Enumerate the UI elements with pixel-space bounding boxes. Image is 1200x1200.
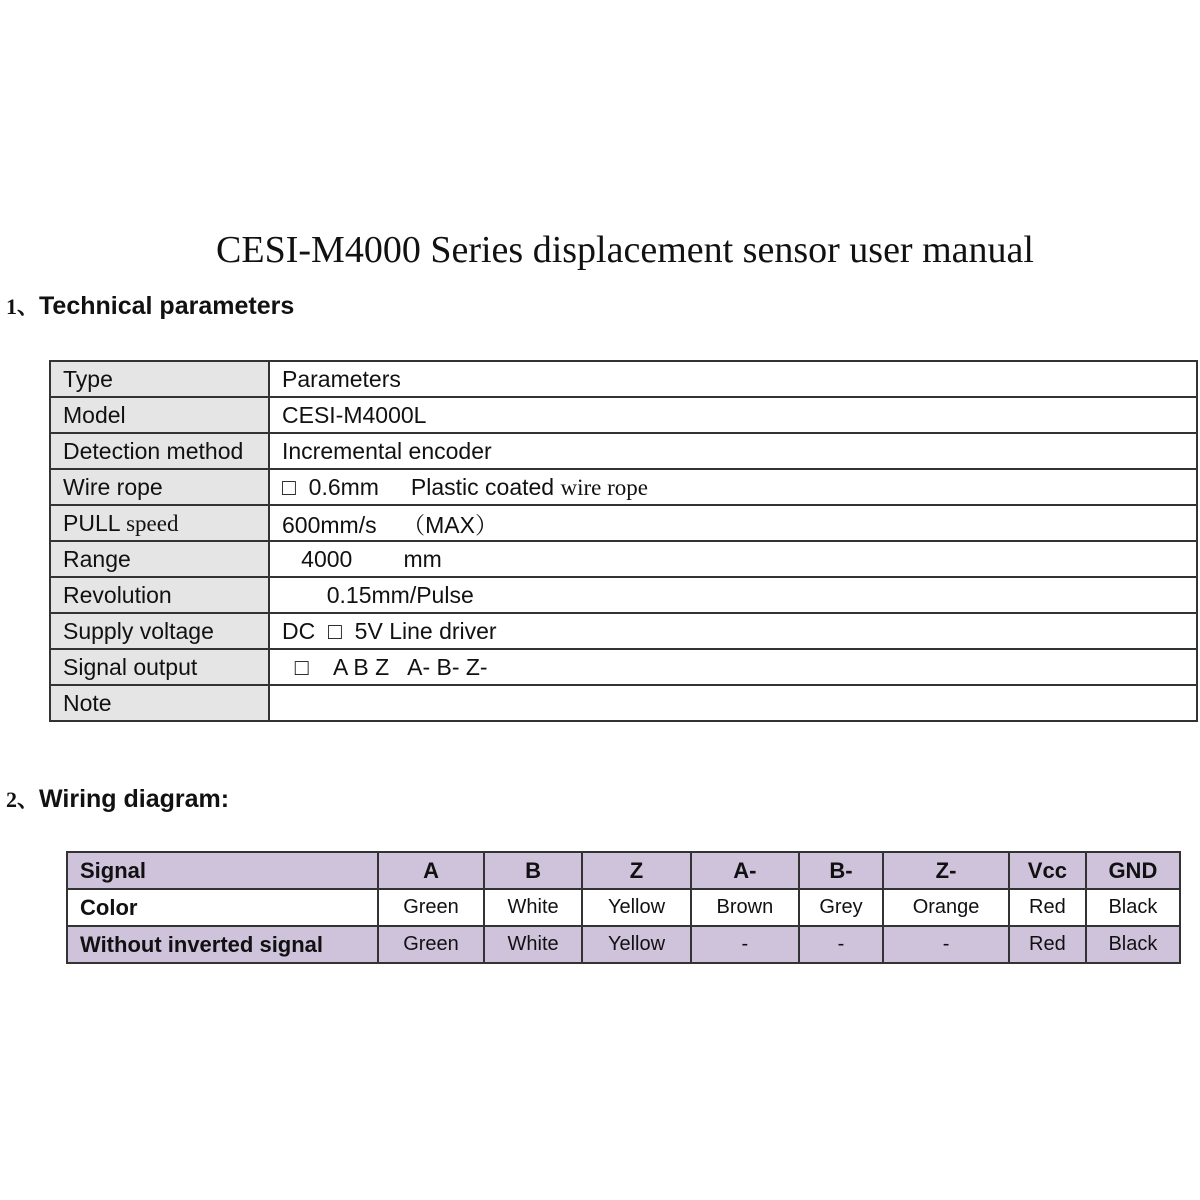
param-value-text: Incremental encoder [282,437,492,464]
param-key-text: Detection method [63,437,244,464]
param-key-text: Note [63,689,112,716]
param-key [50,649,269,685]
param-value [269,361,1197,397]
param-row [50,469,1197,505]
wiring-cell: Signal [67,852,378,889]
wiring-cell: Yellow [582,889,691,926]
param-key-text: Model [63,401,126,428]
param-key [50,541,269,577]
param-row [50,577,1197,613]
param-key-text: Wire rope [63,473,163,500]
param-value [269,505,1197,541]
wiring-cell: White [484,889,582,926]
param-row [50,649,1197,685]
technical-parameters-table [49,360,1198,722]
param-row [50,505,1197,541]
param-value-text: CESI-M4000L [282,401,427,428]
param-value [269,577,1197,613]
wiring-cell: Z- [883,852,1009,889]
wiring-row-header [67,852,1180,889]
param-row [50,397,1197,433]
wiring-table [66,851,1181,964]
param-row [50,361,1197,397]
wiring-row-color [67,889,1180,926]
wiring-cell: Z [582,852,691,889]
param-value-serif: wire rope [560,474,648,500]
wiring-cell: - [691,926,799,963]
param-value [269,685,1197,721]
param-value-text: 4000 mm [282,545,442,572]
param-key [50,613,269,649]
wiring-cell: Green [378,926,484,963]
wiring-cell: Without inverted signal [67,926,378,963]
param-key [50,685,269,721]
wiring-cell: Color [67,889,378,926]
param-value [269,469,1197,505]
section-technical-parameters [6,290,294,321]
wiring-cell: Green [378,889,484,926]
wiring-cell: GND [1086,852,1180,889]
wiring-cell: Black [1086,889,1180,926]
wiring-cell: B [484,852,582,889]
document-title: CESI-M4000 Series displacement sensor user manual [216,229,1034,271]
param-row [50,433,1197,469]
wiring-row-without [67,926,1180,963]
section-wiring-diagram [6,783,229,814]
param-key [50,361,269,397]
param-key-text: Revolution [63,581,172,608]
section-label: Wiring diagram: [39,785,230,813]
wiring-cell: Orange [883,889,1009,926]
wiring-cell: B- [799,852,883,889]
wiring-cell: Grey [799,889,883,926]
param-key-text: Supply voltage [63,617,214,644]
param-key [50,433,269,469]
param-key [50,469,269,505]
wiring-cell: Red [1009,926,1086,963]
param-value [269,613,1197,649]
param-key-text: Type [63,365,113,392]
param-value-text: Parameters [282,365,401,392]
param-key [50,577,269,613]
wiring-cell: - [799,926,883,963]
param-key [50,397,269,433]
param-value [269,433,1197,469]
param-key-serif: speed [126,510,179,536]
section-label: Technical parameters [39,292,295,320]
param-value-text: DC □ 5V Line driver [282,617,497,644]
param-value-text: 0.15mm/Pulse [282,581,474,608]
wiring-cell: Vcc [1009,852,1086,889]
param-row [50,541,1197,577]
param-value [269,397,1197,433]
param-row [50,685,1197,721]
wiring-cell: Brown [691,889,799,926]
param-key-text: Range [63,545,131,572]
param-key-text: PULL [63,509,127,536]
section-number: 1、 [6,294,40,319]
wiring-cell: Black [1086,926,1180,963]
param-row [50,613,1197,649]
param-value [269,541,1197,577]
section-number: 2、 [6,787,40,812]
wiring-cell: Yellow [582,926,691,963]
wiring-cell: A [378,852,484,889]
param-key-text: Signal output [63,653,198,680]
wiring-cell: A- [691,852,799,889]
param-value-text: □ 0.6mm Plastic coated [282,473,561,500]
wiring-cell: - [883,926,1009,963]
param-value-text: 600mm/s （MAX） [282,511,498,538]
wiring-cell: White [484,926,582,963]
param-value-text: □ A B Z A- B- Z- [282,653,488,680]
param-key [50,505,269,541]
wiring-cell: Red [1009,889,1086,926]
param-value [269,649,1197,685]
